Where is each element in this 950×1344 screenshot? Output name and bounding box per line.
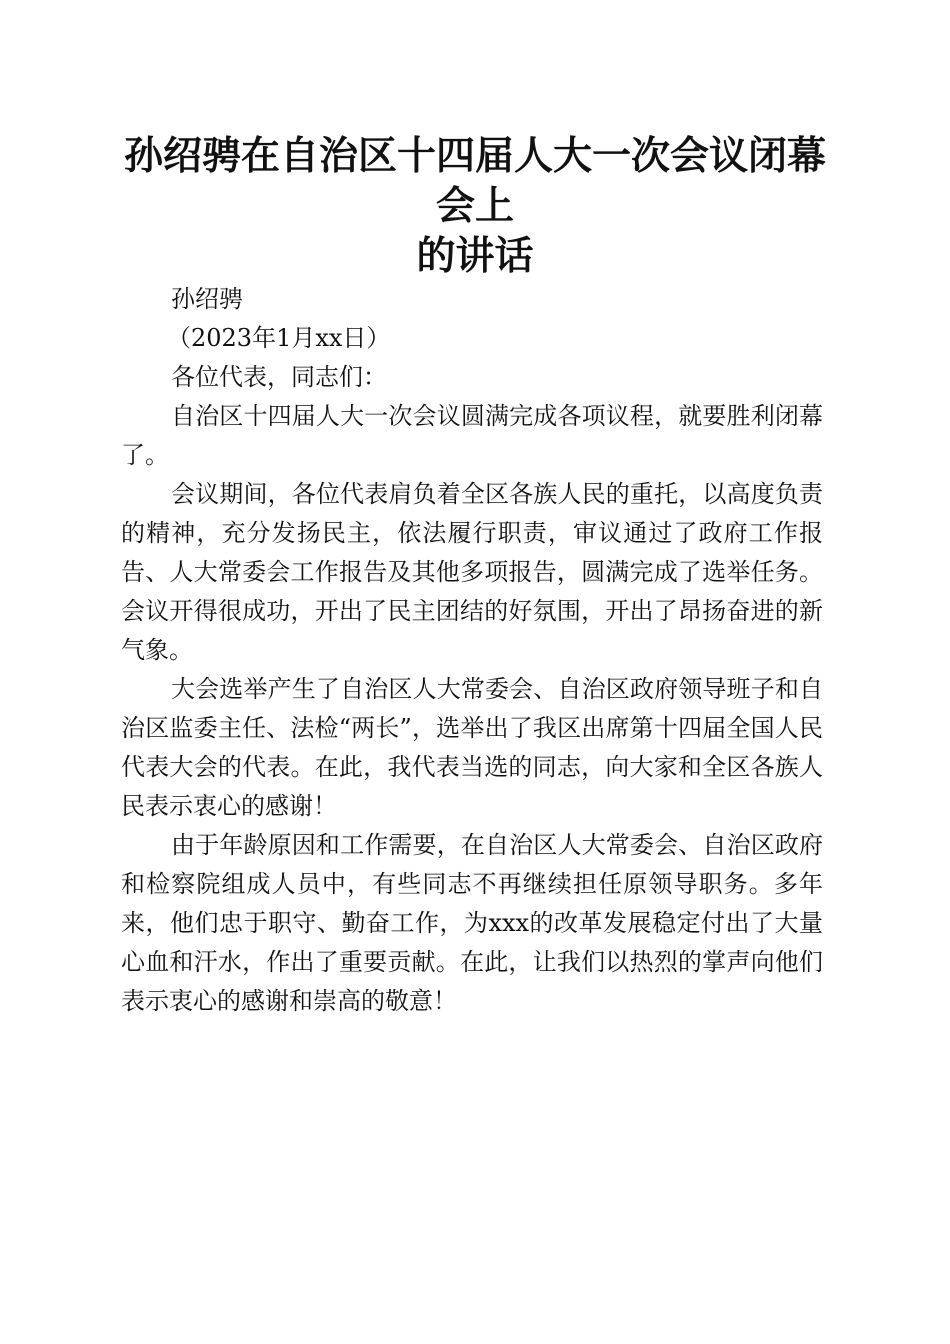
paragraph-1: 自治区十四届人大一次会议圆满完成各项议程，就要胜利闭幕了。 (121, 402, 823, 469)
paragraph-3: 大会选举产生了自治区人大常委会、自治区政府领导班子和自治区监委主任、法检“两长”，选举出了我区出席第十四届全国人民代表大会的代表。在此，我代表当选的同志，向大家和全区各族人民表示衷心的感谢！ (121, 675, 823, 820)
paragraph-2: 会议期间，各位代表肩负着全区各族人民的重托，以高度负责的精神，充分发扬民主，依法履行职责，审议通过了政府工作报告、人大常委会工作报告及其他多项报告，圆满完成了选举任务。会议开得很成功，开出了民主团结的好氛围，开出了昂扬奋进的新气象。 (121, 480, 823, 664)
document-body (121, 280, 823, 1021)
speech-date: （2023年1月xx日） (167, 324, 391, 352)
author-name: 孙绍骋 (171, 285, 243, 313)
salutation: 各位代表，同志们： (171, 363, 387, 391)
title-line-2: 的讲话 (416, 233, 534, 279)
paragraph-4: 由于年龄原因和工作需要，在自治区人大常委会、自治区政府和检察院组成人员中，有些同志不再继续担任原领导职务。多年来，他们忠于职守、勤奋工作，为xxx的改革发展稳定付出了大量心血和汗水，作出了重要贡献。在此，让我们以热烈的掌声向他们表示衷心的感谢和崇高的敬意！ (121, 831, 823, 1015)
document-title (110, 131, 840, 281)
title-line-1: 孙绍骋在自治区十四届人大一次会议闭幕会上 (123, 133, 826, 229)
